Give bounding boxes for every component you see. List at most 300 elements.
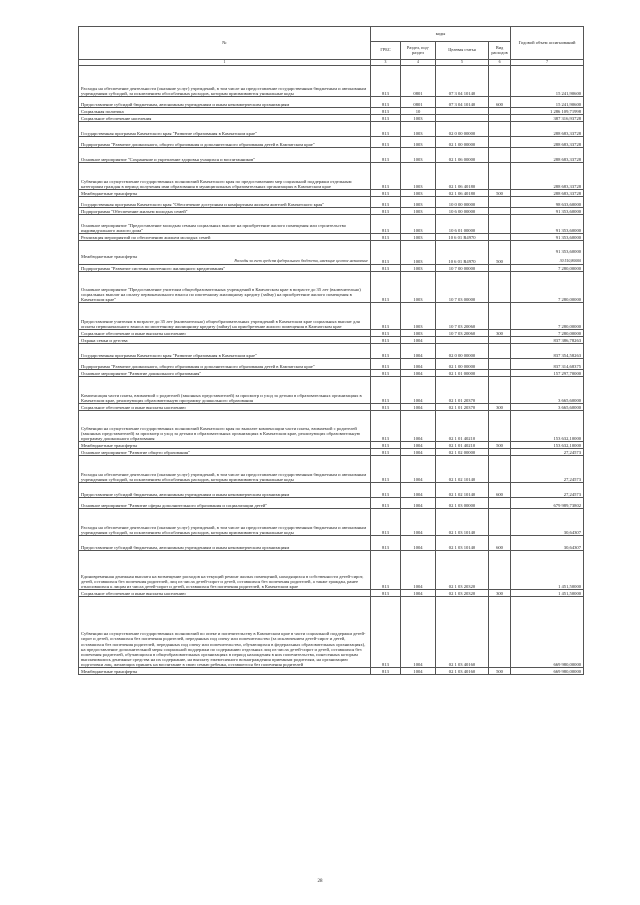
col-header-annual: Годовой объем ассигнований	[511, 27, 584, 60]
row-csr: 02 0 00 00000	[436, 122, 489, 137]
table-row	[79, 163, 584, 190]
row-name-text: Межбюджетные трансферты	[81, 442, 138, 448]
row-grbs: 813	[371, 377, 401, 404]
col-header-codes: коды	[371, 27, 511, 42]
row-grbs: 813	[371, 197, 401, 208]
row-sum: 153 632,10000	[511, 411, 584, 442]
row-grbs: 813	[371, 234, 401, 241]
row-grbs: 813	[371, 97, 401, 108]
row-razdel: 1003	[401, 163, 436, 190]
row-csr: 10 6 00 00000	[436, 208, 489, 215]
row-name-text: Основное мероприятие "Предоставление учителям общеобразовательных учреждений в Камчатском крае в возрасте до 35 лет (включительно) социальных выплат на оплату первоначального взноса по ипотечному жилищному кредиту (займу) на приобретение жилого помещения в Камчатском крае"	[81, 286, 361, 302]
row-name-text: Подпрограмма "Развитие дошкольного, общего образования и дополнительного образования детей в Камчатском крае"	[81, 363, 315, 369]
row-razdel: 1003	[401, 265, 436, 272]
row-csr: 02 1 03 20320	[436, 590, 489, 597]
row-grbs: 813	[371, 498, 401, 509]
row-vr: 600	[489, 483, 511, 498]
row-name	[79, 551, 371, 590]
row-name	[79, 66, 371, 97]
row-name-text: Основное мероприятие "Развитие дошкольного образования"	[81, 370, 202, 376]
row-grbs: 813	[371, 108, 401, 115]
row-name-text: Межбюджетные трансферты	[81, 190, 138, 196]
table-row	[79, 97, 584, 108]
row-csr: 02 1 00 00000	[436, 137, 489, 148]
table-row	[79, 536, 584, 551]
row-vr	[489, 108, 511, 115]
row-vr	[489, 370, 511, 377]
col-index-1: 1	[79, 60, 371, 66]
table-row	[79, 272, 584, 303]
table-row	[79, 483, 584, 498]
row-name-text: Подпрограмма "Развитие системы ипотечного жилищного кредитования"	[81, 265, 226, 271]
row-grbs: 813	[371, 668, 401, 675]
row-grbs: 813	[371, 483, 401, 498]
row-vr	[489, 66, 511, 97]
row-sum: 91 353,60000	[511, 208, 584, 215]
row-vr	[489, 377, 511, 404]
row-name	[79, 668, 371, 675]
row-vr	[489, 344, 511, 359]
row-name	[79, 163, 371, 190]
row-grbs: 813	[371, 442, 401, 449]
row-sum: 3 665,60000	[511, 404, 584, 411]
row-razdel: 1004	[401, 337, 436, 344]
row-sum: 91 353,60000	[511, 215, 584, 234]
table-row	[79, 66, 584, 97]
row-name-text: Субвенции на осуществление государственных полномочий Камчатского края по выплате компенсации части платы, взимаемой с родителей (законных представителей) за присмотр и уход за детьми в образовательных организациях в Камчатском крае, реализующих образовательную программу дошкольного образования	[81, 425, 361, 441]
row-name-text: Социальное обеспечение населения	[81, 115, 152, 121]
table-row	[79, 197, 584, 208]
table-row	[79, 337, 584, 344]
row-name	[79, 148, 371, 163]
row-name	[79, 337, 371, 344]
row-vr: 600	[489, 97, 511, 108]
row-razdel: 1003	[401, 148, 436, 163]
row-name	[79, 208, 371, 215]
col-header-grbs: ГРБС	[371, 42, 401, 60]
row-name-text: Основное мероприятие "Развитие общего образования"	[81, 449, 190, 455]
row-name	[79, 483, 371, 498]
row-name-text: Предоставление субсидий бюджетным, автономным учреждениям и иным некоммерческим организациям	[81, 544, 290, 550]
row-name	[79, 115, 371, 122]
row-name	[79, 197, 371, 208]
row-name-text: Социальное обеспечение и иные выплаты населению	[81, 590, 186, 596]
col-header-razdel: Раздел, под-раздел	[401, 42, 436, 60]
row-razdel: 0801	[401, 66, 436, 97]
row-sum: 27,24573	[511, 483, 584, 498]
row-name-text: Охрана семьи и детства	[81, 337, 128, 343]
row-razdel: 1004	[401, 668, 436, 675]
table-row	[79, 137, 584, 148]
row-sum: 288 683,33728	[511, 148, 584, 163]
row-csr: 07 3 04 10140	[436, 66, 489, 97]
row-vr	[489, 551, 511, 590]
table-row	[79, 148, 584, 163]
table-row	[79, 377, 584, 404]
row-csr: 02 0 00 00000	[436, 344, 489, 359]
row-sum: 7 280,00000	[511, 303, 584, 330]
row-note-sum: 30 510,80000	[559, 259, 582, 264]
row-sum: 387 316,93728	[511, 115, 584, 122]
row-sum: 91 353,60000	[511, 234, 584, 241]
row-name	[79, 272, 371, 303]
budget-table-sheet	[78, 26, 583, 675]
row-sum: 669 980,00000	[511, 597, 584, 668]
row-vr	[489, 208, 511, 215]
row-csr: 02 1 01 00000	[436, 370, 489, 377]
row-vr	[489, 456, 511, 483]
table-row	[79, 303, 584, 330]
row-sum: 15 241,90600	[511, 97, 584, 108]
col-header-number: №	[79, 27, 371, 60]
table-row	[79, 590, 584, 597]
row-grbs: 813	[371, 344, 401, 359]
row-sum: 30,64307	[511, 536, 584, 551]
row-razdel: 1004	[401, 509, 436, 536]
row-sum: 3 665,60000	[511, 377, 584, 404]
budget-table	[78, 26, 584, 675]
table-row	[79, 442, 584, 449]
row-grbs: 813	[371, 597, 401, 668]
row-grbs: 813	[371, 359, 401, 370]
row-name	[79, 509, 371, 536]
row-name	[79, 265, 371, 272]
row-name-text: Компенсация части платы, взимаемой с родителей (законных представителей) за присмотр и уход за детьми в образовательных организациях в Камчатском крае, реализующих образовательную программу дошкольного образования	[81, 392, 362, 403]
row-name	[79, 344, 371, 359]
row-sum: 30,64307	[511, 509, 584, 536]
row-vr	[489, 115, 511, 122]
row-name	[79, 97, 371, 108]
table-row	[79, 509, 584, 536]
row-name-text: Предоставление субсидий бюджетным, автономным учреждениям и иным некоммерческим организациям	[81, 101, 290, 107]
row-csr: 10 6 01 00000	[436, 215, 489, 234]
row-grbs: 813	[371, 551, 401, 590]
row-razdel: 1003	[401, 208, 436, 215]
table-row	[79, 190, 584, 197]
row-razdel: 1003	[401, 330, 436, 337]
row-sum: 669 980,00000	[511, 668, 584, 675]
row-vr	[489, 234, 511, 241]
row-name-text: Основное мероприятие "Сохранение и укрепление здоровья учащихся и воспитанников"	[81, 156, 256, 162]
table-row	[79, 330, 584, 337]
row-razdel: 1003	[401, 197, 436, 208]
row-vr	[489, 148, 511, 163]
row-csr: 02 1 01 20370	[436, 404, 489, 411]
col-header-csr: Целевая статья	[436, 42, 489, 60]
row-name-text: Расходы на обеспечение деятельности (оказание услуг) учреждений, в том числе на предоставление государственным бюджетным и автономным учреждениям субсидий, за исключением обособленных расходов, которым присваиваются уникальные коды	[81, 471, 367, 482]
row-vr	[489, 137, 511, 148]
row-name-text: Расходы на обеспечение деятельности (оказание услуг) учреждений, в том числе на предоставление государственным бюджетным и автономным учреждениям субсидий, за исключением обособленных расходов, которым присваиваются уникальные коды	[81, 524, 367, 535]
row-name-text: Подпрограмма "Обеспечение жильем молодых семей"	[81, 208, 188, 214]
row-name	[79, 404, 371, 411]
row-csr: 02 1 03 00000	[436, 498, 489, 509]
row-csr	[436, 115, 489, 122]
row-razdel: 1003	[401, 190, 436, 197]
row-vr	[489, 215, 511, 234]
row-sum: 27,24573	[511, 449, 584, 456]
row-csr: 02 1 03 10140	[436, 536, 489, 551]
col-header-vr: Вид расходов	[489, 42, 511, 60]
row-csr: 02 1 02 10140	[436, 456, 489, 483]
row-razdel: 1003	[401, 234, 436, 241]
table-row	[79, 498, 584, 509]
row-csr: 02 1 03 20320	[436, 551, 489, 590]
row-grbs: 813	[371, 137, 401, 148]
row-csr: 10 7 03 20060	[436, 330, 489, 337]
row-vr	[489, 163, 511, 190]
row-razdel: 1004	[401, 498, 436, 509]
row-name	[79, 411, 371, 442]
row-name	[79, 215, 371, 234]
table-row	[79, 404, 584, 411]
table-row	[79, 265, 584, 272]
row-name-text: Социальное обеспечение и иные выплаты населению	[81, 330, 186, 336]
row-sum: 7 280,00000	[511, 272, 584, 303]
row-razdel: 1004	[401, 551, 436, 590]
col-index-7: 7	[511, 60, 584, 66]
row-csr: 02 1 06 40180	[436, 190, 489, 197]
row-sum: 7 280,00000	[511, 265, 584, 272]
row-csr: 02 1 02 10140	[436, 483, 489, 498]
row-vr	[489, 337, 511, 344]
row-csr: 02 1 01 40210	[436, 411, 489, 442]
row-grbs: 813	[371, 208, 401, 215]
row-vr	[489, 597, 511, 668]
row-name	[79, 498, 371, 509]
table-row	[79, 115, 584, 122]
row-vr: 300	[489, 404, 511, 411]
table-row	[79, 208, 584, 215]
row-vr: 500	[489, 668, 511, 675]
row-sum: 7 280,00000	[511, 330, 584, 337]
row-grbs: 813	[371, 215, 401, 234]
row-razdel: 1004	[401, 483, 436, 498]
row-vr: 500	[489, 190, 511, 197]
row-vr: 500	[489, 241, 511, 265]
row-razdel: 1004	[401, 590, 436, 597]
row-csr: 02 1 06 40180	[436, 163, 489, 190]
row-name	[79, 241, 371, 265]
row-razdel: 1004	[401, 359, 436, 370]
row-razdel: 1003	[401, 115, 436, 122]
row-name	[79, 370, 371, 377]
row-name-text: Реализация мероприятий по обеспечению жильем молодых семей	[81, 234, 211, 240]
row-grbs: 813	[371, 449, 401, 456]
row-sum: 288 683,33728	[511, 122, 584, 137]
row-vr	[489, 303, 511, 330]
row-razdel: 1003	[401, 241, 436, 265]
table-row	[79, 344, 584, 359]
row-grbs: 813	[371, 590, 401, 597]
row-vr: 600	[489, 536, 511, 551]
table-row	[79, 456, 584, 483]
row-sum: 98 633,60000	[511, 197, 584, 208]
row-grbs: 813	[371, 370, 401, 377]
row-razdel: 1004	[401, 597, 436, 668]
row-sum: 837 386,78263	[511, 337, 584, 344]
row-csr: 10 7 00 00000	[436, 265, 489, 272]
table-row	[79, 668, 584, 675]
row-vr	[489, 122, 511, 137]
row-name-text: Субвенции на осуществление государственных полномочий Камчатского края по предоставлению мер социальной поддержки отдельным категориям граждан в период получения ими образования в муниципальных образовательных организациях в Камчатском крае	[81, 178, 352, 189]
row-grbs: 813	[371, 66, 401, 97]
row-csr: 10 7 03 00000	[436, 272, 489, 303]
row-vr: 500	[489, 442, 511, 449]
row-razdel: 1004	[401, 442, 436, 449]
row-razdel: 1003	[401, 272, 436, 303]
row-name	[79, 330, 371, 337]
row-name-text: Социальное обеспечение и иные выплаты населению	[81, 404, 186, 410]
row-name	[79, 359, 371, 370]
row-sum: 15 241,90600	[511, 66, 584, 97]
row-razdel: 1003	[401, 303, 436, 330]
row-name	[79, 122, 371, 137]
row-razdel: 10	[401, 108, 436, 115]
row-csr: 10 6 01 R4970	[436, 234, 489, 241]
page-number: 28	[317, 879, 323, 884]
col-index-5: 5	[436, 60, 489, 66]
row-grbs: 813	[371, 411, 401, 442]
row-razdel: 1004	[401, 404, 436, 411]
row-vr	[489, 498, 511, 509]
row-name	[79, 108, 371, 115]
row-razdel: 1004	[401, 536, 436, 551]
col-index-4: 4	[401, 60, 436, 66]
table-row	[79, 108, 584, 115]
row-grbs: 813	[371, 148, 401, 163]
table-row	[79, 122, 584, 137]
row-name-text: Расходы на обеспечение деятельности (оказание услуг) учреждений, в том числе на предоставление государственным бюджетным и автономным учреждениям субсидий, за исключением обособленных расходов, которым присваиваются уникальные коды	[81, 85, 367, 96]
row-vr	[489, 411, 511, 442]
row-sum: 837 354,58263	[511, 344, 584, 359]
row-vr: 300	[489, 330, 511, 337]
row-name-text: Предоставление учителям в возрасте до 35 лет (включительно) общеобразовательных учреждений в Камчатском крае социальных выплат для оплаты первоначального взноса по ипотечному жилищному кредиту (займу) на приобретение жилого помещения в Камчатском крае	[81, 318, 360, 329]
table-row	[79, 551, 584, 590]
row-grbs: 813	[371, 536, 401, 551]
row-vr	[489, 272, 511, 303]
row-sum: 288 683,33728	[511, 137, 584, 148]
row-name-text: Межбюджетные трансферты	[81, 668, 138, 674]
row-name-text: Основное мероприятие "Предоставление молодым семьям социальных выплат на приобретение жилого помещения или строительство индивидуального жилого дома"	[81, 222, 347, 233]
row-grbs: 813	[371, 265, 401, 272]
row-csr: 02 1 03 40160	[436, 597, 489, 668]
row-csr: 02 1 01 40210	[436, 442, 489, 449]
row-razdel: 1004	[401, 377, 436, 404]
row-csr: 02 1 02 00000	[436, 449, 489, 456]
row-vr	[489, 509, 511, 536]
row-razdel: 1004	[401, 344, 436, 359]
row-sum: 679 989,73802	[511, 498, 584, 509]
row-name	[79, 137, 371, 148]
table-row	[79, 359, 584, 370]
row-csr: 02 1 01 20370	[436, 377, 489, 404]
row-grbs: 813	[371, 272, 401, 303]
row-sum: 288 683,33728	[511, 163, 584, 190]
row-name	[79, 190, 371, 197]
row-name	[79, 536, 371, 551]
row-sum-value: 91 353,60000	[555, 249, 582, 254]
row-csr: 10 0 00 00000	[436, 197, 489, 208]
row-name	[79, 597, 371, 668]
row-grbs: 813	[371, 509, 401, 536]
row-sum: 1 286 109,71998	[511, 108, 584, 115]
row-sum: 157 297,70000	[511, 370, 584, 377]
row-grbs: 813	[371, 337, 401, 344]
row-vr	[489, 359, 511, 370]
row-grbs: 813	[371, 115, 401, 122]
row-csr	[436, 108, 489, 115]
row-csr	[436, 337, 489, 344]
row-csr: 02 1 03 40160	[436, 668, 489, 675]
table-row	[79, 241, 584, 265]
row-name	[79, 449, 371, 456]
table-row	[79, 370, 584, 377]
row-vr: 300	[489, 590, 511, 597]
table-row	[79, 597, 584, 668]
col-index-6: 6	[489, 60, 511, 66]
row-name-text: Субвенции на осуществление государственных полномочий по опеке и попечительству в Камчатском крае в части социальной поддержки детей-сирот и детей, оставшихся без попечения родителей, переданных под опеку или попечительство (за исключением детей-сирот и детей, оставшихся без попечения родителей, переданных под опеку или попечительство, обучающихся в федеральных образовательных организациях), на предоставление дополнительной меры социальной поддержки по содержанию отдельных лиц из числа детей-сирот и детей, оставшихся без попечения родителей, обучающихся в общеобразовательных организациях в период нахождения в них попечительства, понесенных которым выплачивались денежные средства на их содержание, на выплату ежемесячного вознаграждения приемным родителям, на организацию подготовки лиц, желающих принять на воспитание в свою семью ребенка, оставшегося без попечения родителей	[81, 631, 366, 667]
row-razdel: 1003	[401, 137, 436, 148]
row-razdel: 1003	[401, 122, 436, 137]
row-razdel: 1004	[401, 370, 436, 377]
row-csr: 10 6 01 R4970	[436, 241, 489, 265]
row-csr: 10 7 03 20060	[436, 303, 489, 330]
row-grbs: 813	[371, 122, 401, 137]
row-vr	[489, 265, 511, 272]
row-sum: 153 632,10000	[511, 442, 584, 449]
row-csr: 07 3 04 10140	[436, 97, 489, 108]
row-name-text: Государственная программа Камчатского края "Обеспечение доступным и комфортным жильем жителей Камчатского края"	[81, 201, 325, 207]
table-row	[79, 449, 584, 456]
row-name-text: Предоставление субсидий бюджетным, автономным учреждениям и иным некоммерческим организациям	[81, 491, 290, 497]
row-csr: 02 1 00 00000	[436, 359, 489, 370]
row-vr	[489, 197, 511, 208]
row-name-text: Государственная программа Камчатского края "Развитие образования в Камчатском крае"	[81, 352, 257, 358]
row-name	[79, 234, 371, 241]
row-razdel: 1003	[401, 215, 436, 234]
row-name-text: Основное мероприятие "Развитие сферы дополнительного образования и социализации детей"	[81, 502, 268, 508]
row-name	[79, 590, 371, 597]
row-razdel: 0801	[401, 97, 436, 108]
row-razdel: 1004	[401, 411, 436, 442]
row-grbs: 813	[371, 163, 401, 190]
row-sum: 1 451,50000	[511, 590, 584, 597]
row-razdel: 1004	[401, 456, 436, 483]
row-sum: 27,24573	[511, 456, 584, 483]
row-grbs: 813	[371, 241, 401, 265]
row-name-text: Подпрограмма "Развитие дошкольного, общего образования и дополнительного образования детей в Камчатском крае"	[81, 141, 315, 147]
row-grbs: 813	[371, 190, 401, 197]
row-name	[79, 442, 371, 449]
row-vr	[489, 449, 511, 456]
col-index-3: 3	[371, 60, 401, 66]
table-row	[79, 234, 584, 241]
row-name-text: Социальная политика	[81, 108, 124, 114]
row-grbs: 813	[371, 404, 401, 411]
row-razdel: 1004	[401, 449, 436, 456]
table-row	[79, 215, 584, 234]
row-grbs: 813	[371, 456, 401, 483]
row-note: Расходы за счет средств федерального бюджета, имеющие целевое назначение	[234, 259, 368, 264]
table-body	[79, 66, 584, 675]
row-sum: 1 451,50000	[511, 551, 584, 590]
row-sum: 288 683,33728	[511, 190, 584, 197]
row-grbs: 813	[371, 330, 401, 337]
row-name	[79, 377, 371, 404]
row-name-text: Межбюджетные трансферты	[81, 254, 138, 260]
row-sum: 837 314,68375	[511, 359, 584, 370]
row-csr: 02 1 06 00000	[436, 148, 489, 163]
